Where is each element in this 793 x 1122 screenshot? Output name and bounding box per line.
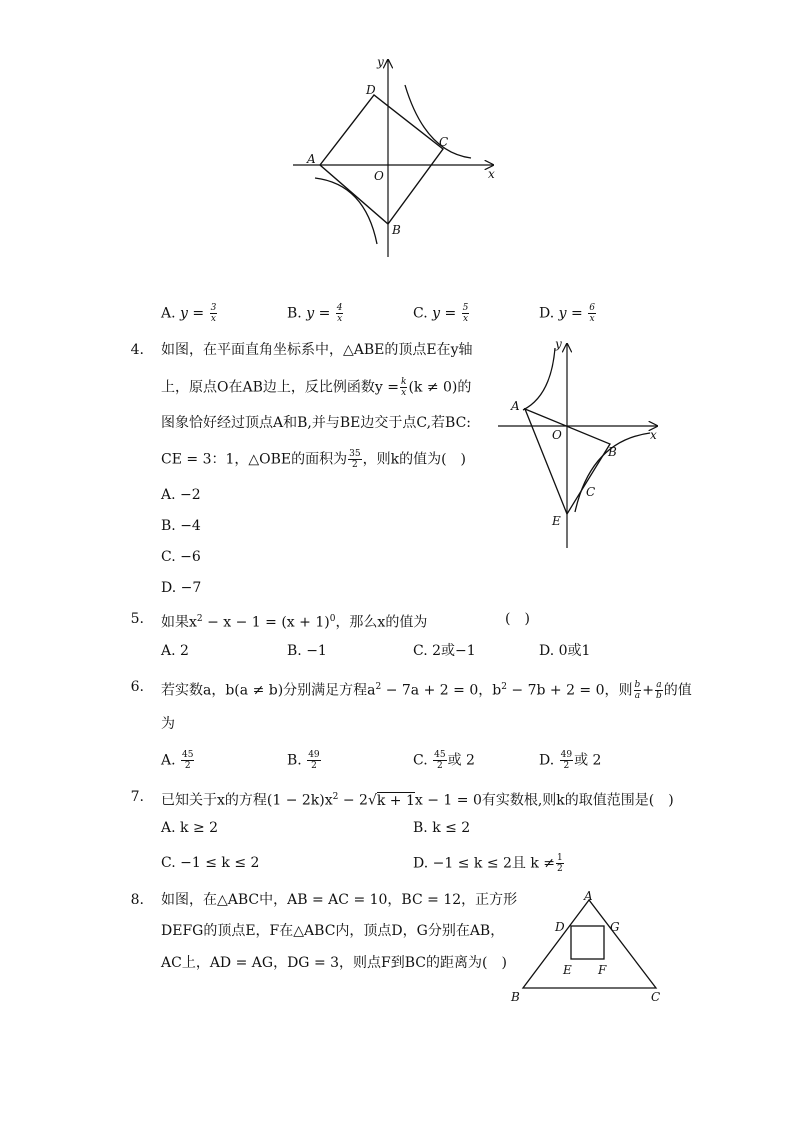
q8-line-2: DEFG的顶点E，F在△ABC内，顶点D，G分别在AB， xyxy=(161,923,505,939)
q3-option-c[interactable] xyxy=(413,303,470,324)
sqrt-sign: √ xyxy=(367,792,377,809)
option-label: B. xyxy=(287,305,302,322)
q4-line-2 xyxy=(161,377,471,398)
label-x: x xyxy=(650,428,657,442)
q5-option-a[interactable]: A. 2 xyxy=(161,643,189,659)
question-number: 6. xyxy=(130,679,144,695)
fraction: $\frac{45}{2}$ xyxy=(434,750,446,771)
fraction: $\frac{3}{x}$ xyxy=(210,303,217,324)
q7-stem: 已知关于x的方程$(1 - 2k)x^2 - 2√k + 1x - 1 = 0$有实数根,则k的取值范围是( ) xyxy=(161,792,674,809)
label-d: D xyxy=(366,83,376,97)
sqrt-body: k + 1 xyxy=(376,792,415,809)
q8-figure xyxy=(505,888,675,1008)
label-x: x xyxy=(488,167,495,181)
q4-option-c[interactable]: C. −6 xyxy=(161,549,201,565)
label-y: y xyxy=(377,55,384,69)
fraction: $\frac{5}{x}$ xyxy=(462,303,469,324)
q7-option-a[interactable]: A. k ≥ 2 xyxy=(161,820,219,836)
q7-option-c[interactable]: C. −1 ≤ k ≤ 2 xyxy=(161,855,260,871)
q4-option-d[interactable]: D. −7 xyxy=(161,580,202,596)
q4-figure xyxy=(495,336,670,554)
question-number: 8. xyxy=(130,892,144,908)
label-d: D xyxy=(555,920,565,934)
square-defg xyxy=(571,926,604,959)
q6-stem-line-2: 为 xyxy=(161,716,175,732)
fraction: $\frac{b}{a}$ xyxy=(634,680,641,702)
q4-line-1: 如图，在平面直角坐标系中，△ABE的顶点E在y轴 xyxy=(161,342,473,358)
q3-option-d[interactable] xyxy=(539,303,597,324)
label-a: A xyxy=(511,399,520,413)
label-g: G xyxy=(610,920,620,934)
label-y: y xyxy=(555,337,562,351)
question-number: 5. xyxy=(130,611,144,627)
question-number: 7. xyxy=(130,789,144,805)
label-o: O xyxy=(374,169,384,183)
fraction: $\frac{a}{b}$ xyxy=(656,680,662,702)
hyperbola-branch-1 xyxy=(405,85,471,158)
q4-line-4 xyxy=(161,449,466,470)
text: 上，原点O在AB边上，反比例函数y = xyxy=(161,379,399,396)
option-lhs: y = xyxy=(558,305,583,322)
triangle-abc xyxy=(523,900,656,988)
label-e: E xyxy=(563,963,572,977)
square-abcd xyxy=(320,95,443,224)
q3-figure xyxy=(285,52,515,262)
q5-option-d[interactable]: D. 0或1 xyxy=(539,643,591,659)
question-number: 4. xyxy=(130,342,144,358)
option-lhs: y = xyxy=(432,305,457,322)
label-c: C xyxy=(586,485,596,499)
q7-option-b[interactable]: B. k ≤ 2 xyxy=(413,820,471,836)
hyperbola-branch-1 xyxy=(523,348,555,410)
label-a: A xyxy=(584,889,593,903)
q6-option-d[interactable]: D. $\frac{49}{2}$ 或 2 xyxy=(539,750,602,771)
label-b: B xyxy=(608,445,617,459)
fraction: $\frac{1}{2}$ xyxy=(557,853,563,874)
q5-option-c[interactable]: C. 2或−1 xyxy=(413,643,476,659)
q3-option-a[interactable] xyxy=(161,303,218,324)
q6-stem: 若实数a，b(a ≠ b)分别满足方程$a^2 - 7a + 2 = 0$，$b^2 - 7b + 2 = 0$，则 $\frac{b}{a}$ + $\frac{a}{b}$ 的值 xyxy=(161,680,692,702)
text: CE = 3：1，△OBE的面积为 xyxy=(161,451,348,468)
option-label: C. xyxy=(413,305,428,322)
label-c: C xyxy=(439,135,449,149)
label-a: A xyxy=(307,152,316,166)
q5-answer-paren: ( ) xyxy=(505,611,530,627)
q4-option-b[interactable]: B. −4 xyxy=(161,518,201,534)
q8-line-1: 如图，在△ABC中，AB = AC = 10，BC = 12，正方形 xyxy=(161,892,518,908)
option-lhs: y = xyxy=(180,305,205,322)
q7-option-d[interactable]: D. −1 ≤ k ≤ 2且 k ≠ $\frac{1}{2}$ xyxy=(413,853,563,874)
label-b: B xyxy=(392,223,401,237)
q4-option-a[interactable]: A. −2 xyxy=(161,487,201,503)
fraction: $\frac{49}{2}$ xyxy=(308,750,320,771)
q6-option-c[interactable]: C. $\frac{45}{2}$ 或 2 xyxy=(413,750,475,771)
q5-stem: 如果$x^2 - x - 1 = (x + 1)^0$，那么x的值为 xyxy=(161,614,428,631)
text: (k ≠ 0)的 xyxy=(408,379,472,396)
text: ，则k的值为( ) xyxy=(362,451,467,468)
label-b: B xyxy=(511,990,520,1004)
fraction: $\frac{35}{2}$ xyxy=(349,449,361,470)
option-lhs: y = xyxy=(306,305,331,322)
q8-line-3: AC上，AD = AG，DG = 3，则点F到BC的距离为( ) xyxy=(161,955,507,971)
q3-option-b[interactable] xyxy=(287,303,344,324)
label-o: O xyxy=(552,428,562,442)
option-label: D. xyxy=(539,305,555,322)
label-f: F xyxy=(598,963,607,977)
fraction: $\frac{49}{2}$ xyxy=(560,750,573,771)
fraction: $\frac{4}{x}$ xyxy=(336,303,343,324)
option-label: A. xyxy=(161,305,176,322)
label-e: E xyxy=(552,514,561,528)
label-c: C xyxy=(651,990,661,1004)
q6-option-b[interactable]: B. $\frac{49}{2}$ xyxy=(287,750,320,771)
q5-option-b[interactable]: B. −1 xyxy=(287,643,327,659)
fraction: $\frac{6}{x}$ xyxy=(589,303,595,324)
fraction: $\frac{45}{2}$ xyxy=(182,750,194,771)
fraction: $\frac{k}{x}$ xyxy=(400,377,407,398)
q4-line-3: 图象恰好经过顶点A和B,并与BE边交于点C,若BC: xyxy=(161,415,471,431)
q6-option-a[interactable]: A. $\frac{45}{2}$ xyxy=(161,750,194,771)
